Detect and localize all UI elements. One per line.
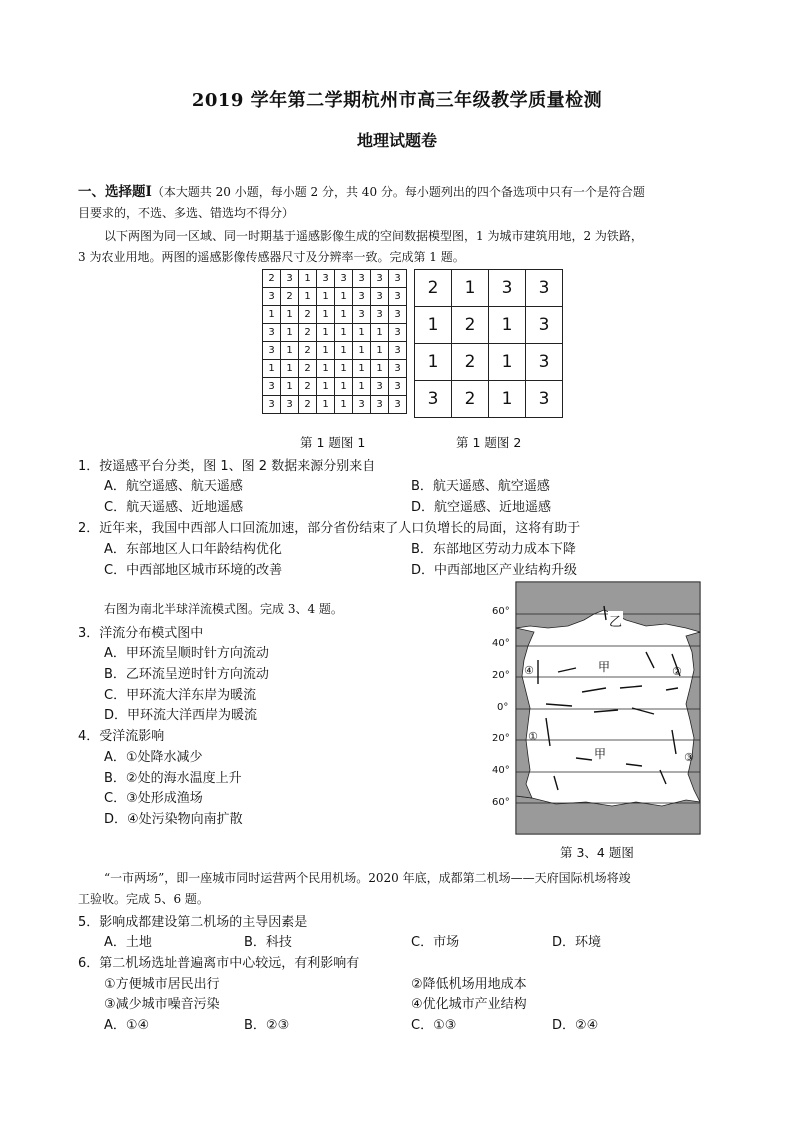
q1-option-c: C．航天遥感、近地遥感 [104,500,244,515]
q6-statement-2: ②降低机场用地成本 [411,977,527,992]
figure1-grid-cell: 1 [263,306,281,324]
figure2-grid-cell: 1 [489,344,526,381]
figure1-grid-cell: 1 [317,360,335,378]
q6-statement-4: ④优化城市产业结构 [411,997,527,1012]
lat-label-40n: 40° [492,638,510,649]
figure1-grid-cell: 1 [335,288,353,306]
figure1-grid-cell: 1 [335,378,353,396]
q3-option-b: B．乙环流呈逆时针方向流动 [104,667,269,682]
figure2-grid-cell: 3 [526,381,563,418]
section-instruction-1: （本大题共 20 小题，每小题 2 分，共 40 分。每小题列出的四个备选项中只有一个是符合题 [151,185,645,199]
figure1-grid-cell: 3 [371,306,389,324]
figure1-grid-cell: 1 [353,378,371,396]
q3-option-a: A．甲环流呈顺时针方向流动 [104,646,269,661]
map-label-yi: 乙 [608,611,623,630]
figure1-grid-cell: 1 [371,342,389,360]
page-title: 2019 学年第二学期杭州市高三年级教学质量检测 [191,90,603,111]
figure1-grid-cell: 1 [299,270,317,288]
figure1-grid-cell: 3 [389,324,407,342]
q3-stem: 3．洋流分布模式图中 [78,626,204,641]
figure1-grid-cell: 3 [281,270,299,288]
figure1-grid-cell: 1 [317,342,335,360]
figure1-grid-cell: 1 [317,288,335,306]
figure2-grid-row [415,307,563,344]
figure1-grid-cell: 3 [281,396,299,414]
figure1-grid-cell: 3 [389,306,407,324]
q5-option-b: B．科技 [244,935,292,950]
figure2-grid-cell: 3 [526,270,563,307]
figure1-grid [262,269,407,414]
q2-option-d: D．中西部地区产业结构升级 [411,563,578,578]
intro3-line2: 工验收。完成 5、6 题。 [78,892,209,906]
figure1-grid-cell: 3 [371,396,389,414]
figure1-grid-cell: 1 [335,306,353,324]
figure1-grid-cell: 1 [353,342,371,360]
figure2-caption: 第 1 题图 2 [456,435,522,450]
figure1-grid-cell: 1 [281,342,299,360]
figure1-grid-cell: 3 [389,378,407,396]
figure1-grid-cell: 1 [263,360,281,378]
figure1-grid-cell: 1 [317,378,335,396]
figure1-grid-cell: 3 [371,378,389,396]
intro1-line1: 以下两图为同一区域、同一时期基于遥感影像生成的空间数据模型图，1 为城市建筑用地，2 为铁路， [104,229,643,243]
figure1-grid-row [263,360,407,378]
figure1-grid-cell: 1 [281,306,299,324]
figure1-grid-cell: 2 [299,360,317,378]
map-marker-2: ② [672,665,682,678]
figure2-grid-cell: 1 [415,344,452,381]
q2-option-c: C．中西部地区城市环境的改善 [104,563,283,578]
q3-option-c: C．甲环流大洋东岸为暖流 [104,688,257,703]
map-caption: 第 3、4 题图 [560,845,634,860]
figure1-grid-cell: 1 [281,378,299,396]
figure1-grid-cell: 1 [335,360,353,378]
lat-label-20n: 20° [492,670,510,681]
lat-label-20s: 20° [492,733,510,744]
section-heading: 一、选择题Ⅰ [78,184,152,200]
figure1-grid-cell: 3 [389,342,407,360]
figure1-grid-cell: 3 [353,270,371,288]
q5-option-d: D．环境 [552,935,602,950]
q6-option-d: D．②④ [552,1018,599,1033]
map-marker-1: ① [528,730,538,743]
q5-option-c: C．市场 [411,935,460,950]
q6-stem: 6．第二机场选址普遍离市中心较远，有利影响有 [78,956,360,971]
figure1-grid-cell: 1 [317,324,335,342]
figure1-grid-cell: 1 [317,396,335,414]
q2-option-b: B．东部地区劳动力成本下降 [411,542,576,557]
figure1-grid-cell: 3 [389,396,407,414]
figure2-grid-cell: 2 [452,307,489,344]
section-heading-line [78,180,645,200]
figure1-grid-cell: 1 [335,342,353,360]
q6-statement-1: ①方便城市居民出行 [104,977,220,992]
figure2-grid-row [415,270,563,307]
figure1-grid-cell: 1 [281,360,299,378]
figure2-grid-cell: 1 [415,307,452,344]
q6-option-c: C．①③ [411,1018,457,1033]
q4-option-a: A．①处降水减少 [104,750,203,765]
figure2-grid-cell: 2 [452,381,489,418]
lat-label-60n: 60° [492,606,510,617]
intro2: 右图为南北半球洋流模式图。完成 3、4 题。 [104,602,343,616]
figure1-grid-cell: 3 [353,396,371,414]
map-marker-4: ④ [524,664,534,677]
figure2-grid [414,269,563,418]
figure1-grid-row [263,324,407,342]
figure1-grid-cell: 3 [263,378,281,396]
lat-label-60s: 60° [492,797,510,808]
figure1-grid-cell: 3 [389,360,407,378]
figure1-grid-cell: 3 [263,324,281,342]
q1-stem: 1．按遥感平台分类，图 1、图 2 数据来源分别来自 [78,459,376,474]
figure1-grid-cell: 1 [371,324,389,342]
q3-option-d: D．甲环流大洋西岸为暖流 [104,708,258,723]
figure1-caption: 第 1 题图 1 [300,435,366,450]
q6-statement-3: ③减少城市噪音污染 [104,997,220,1012]
figure1-grid-row [263,396,407,414]
figure1-grid-cell: 3 [353,288,371,306]
ocean-current-map [486,580,704,838]
figure2-grid-cell: 1 [489,307,526,344]
figure1-grid-cell: 1 [353,324,371,342]
figure1-grid-cell: 1 [371,360,389,378]
figure1-grid-cell: 3 [317,270,335,288]
figure2-grid-row [415,344,563,381]
q1-option-d: D．航空遥感、近地遥感 [411,500,552,515]
figure1-grid-cell: 1 [317,306,335,324]
q2-option-a: A．东部地区人口年龄结构优化 [104,542,282,557]
figure1-grid-cell: 2 [299,342,317,360]
map-label-jia-south: 甲 [594,747,607,761]
q2-stem: 2．近年来，我国中西部人口回流加速，部分省份结束了人口负增长的局面，这将有助于 [78,521,581,536]
lat-label-40s: 40° [492,765,510,776]
q4-option-b: B．②处的海水温度上升 [104,771,242,786]
intro1-line2: 3 为农业用地。两图的遥感影像传感器尺寸及分辨率一致。完成第 1 题。 [78,250,465,264]
figure1-grid-cell: 1 [353,360,371,378]
figure1-grid-cell: 3 [263,288,281,306]
figure1-grid-row [263,342,407,360]
figure1-grid-cell: 3 [335,270,353,288]
lat-label-0: 0° [497,702,509,713]
figure2-grid-cell: 3 [526,307,563,344]
figure1-grid-cell: 1 [335,324,353,342]
figure1-grid-cell: 1 [299,288,317,306]
q4-option-d: D．④处污染物向南扩散 [104,812,243,827]
q6-option-a: A．①④ [104,1018,150,1033]
figure2-grid-cell: 1 [452,270,489,307]
figure2-grid-cell: 3 [489,270,526,307]
page-subtitle: 地理试题卷 [356,131,437,150]
section-instruction-2: 目要求的，不选、多选、错选均不得分） [78,206,295,220]
figure1-grid-row [263,270,407,288]
figure1-grid-cell: 3 [371,288,389,306]
intro3-line1: “一市两场”，即一座城市同时运营两个民用机场。2020 年底，成都第二机场——天府国际机场将竣 [104,871,631,885]
figure2-grid-cell: 3 [415,381,452,418]
figure1-grid-row [263,288,407,306]
figure2-grid-cell: 1 [489,381,526,418]
figure2-grid-cell: 2 [415,270,452,307]
figure1-grid-cell: 3 [353,306,371,324]
figure1-grid-row [263,306,407,324]
figure2-grid-cell: 2 [452,344,489,381]
figure1-grid-cell: 3 [371,270,389,288]
figure1-grid-cell: 3 [389,288,407,306]
map-label-jia-north: 甲 [598,660,611,674]
q4-option-c: C．③处形成渔场 [104,791,203,806]
figure1-grid-cell: 3 [263,342,281,360]
figure1-grid-row [263,378,407,396]
figure1-grid-cell: 3 [389,270,407,288]
q5-option-a: A．土地 [104,935,152,950]
map-marker-3: ③ [684,751,694,764]
figure1-grid-cell: 1 [335,396,353,414]
figure1-grid-cell: 2 [299,378,317,396]
figure2-grid-row [415,381,563,418]
q6-option-b: B．②③ [244,1018,290,1033]
q1-option-b: B．航天遥感、航空遥感 [411,479,550,494]
q4-stem: 4．受洋流影响 [78,729,165,744]
figure1-grid-cell: 2 [299,306,317,324]
figure1-grid-cell: 2 [299,396,317,414]
figure1-grid-cell: 2 [263,270,281,288]
figure1-grid-cell: 2 [281,288,299,306]
q5-stem: 5．影响成都建设第二机场的主导因素是 [78,915,308,930]
q1-option-a: A．航空遥感、航天遥感 [104,479,243,494]
figure1-grid-cell: 3 [263,396,281,414]
figure2-grid-cell: 3 [526,344,563,381]
figure1-grid-cell: 1 [281,324,299,342]
figure1-grid-cell: 2 [299,324,317,342]
